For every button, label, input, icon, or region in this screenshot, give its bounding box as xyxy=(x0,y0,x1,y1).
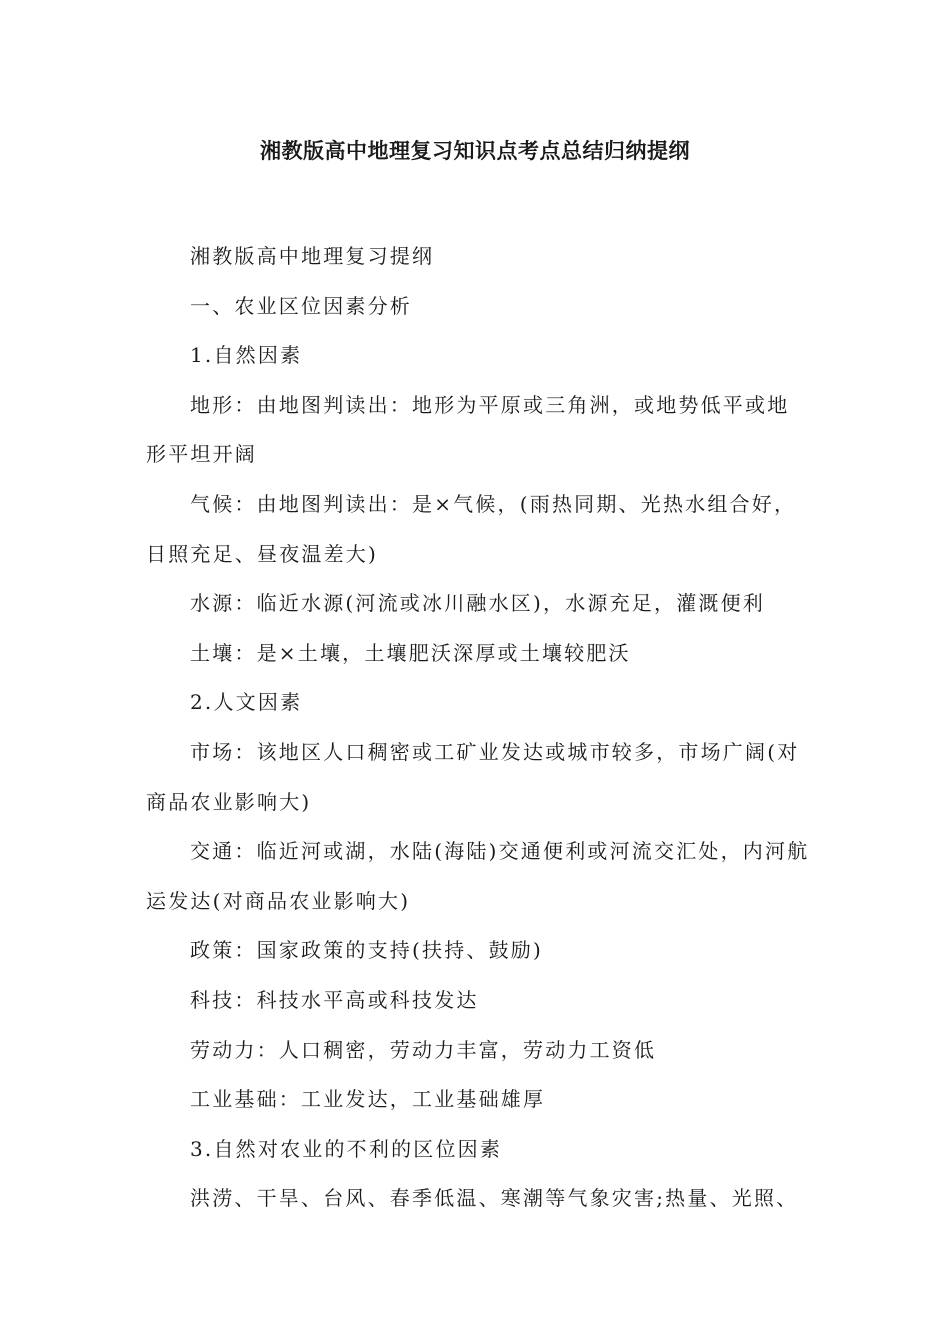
document-title: 湘教版高中地理复习知识点考点总结归纳提纲 xyxy=(260,139,690,163)
paragraph-soil: 土壤：是×土壤，土壤肥沃深厚或土壤较肥沃 xyxy=(190,640,631,665)
paragraph-market: 市场：该地区人口稠密或工矿业发达或城市较多，市场广阔(对商品农业影响大) xyxy=(146,739,800,814)
paragraph-transport: 交通：临近河或湖，水陆(海陆)交通便利或河流交汇处，内河航运发达(对商品农业影响大) xyxy=(146,839,810,913)
paragraph-disasters: 洪涝、干旱、台风、春季低温、寒潮等气象灾害;热量、光照、 xyxy=(190,1186,799,1211)
paragraph-outline-title: 湘教版高中地理复习提纲 xyxy=(190,244,435,268)
paragraph-industry: 工业基础：工业发达，工业基础雄厚 xyxy=(190,1087,546,1112)
document-body xyxy=(146,232,811,1224)
paragraph-water: 水源：临近水源(河流或冰川融水区)，水源充足，灌溉便利 xyxy=(190,591,766,616)
paragraph-policy: 政策：国家政策的支持(扶持、鼓励) xyxy=(190,938,544,963)
paragraph-subheading-unfavorable: 3.自然对农业的不利的区位因素 xyxy=(190,1136,503,1161)
paragraph-terrain: 地形：由地图判读出：地形为平原或三角洲，或地势低平或地形平坦开阔 xyxy=(146,392,790,467)
paragraph-climate: 气候：由地图判读出：是×气候，(雨热同期、光热水组合好，日照充足、昼夜温差大) xyxy=(146,491,797,566)
paragraph-labor: 劳动力：人口稠密，劳动力丰富，劳动力工资低 xyxy=(190,1037,657,1062)
paragraph-technology: 科技：科技水平高或科技发达 xyxy=(190,987,479,1012)
paragraph-section-heading: 一、农业区位因素分析 xyxy=(190,293,412,318)
paragraph-subheading-human: 2.人文因素 xyxy=(190,690,303,715)
paragraph-subheading-natural: 1.自然因素 xyxy=(190,343,303,368)
